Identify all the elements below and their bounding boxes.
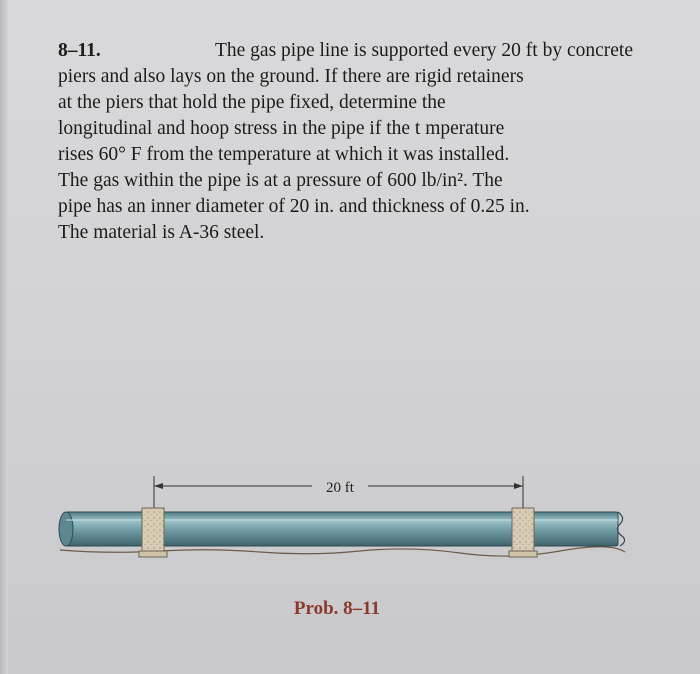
problem-text-line-2: piers and also lays on the ground. If there are rigid retainers (58, 66, 524, 87)
problem-text-line-1: The gas pipe line is supported every 20 ft by concrete (214, 40, 633, 61)
problem-line (58, 116, 633, 142)
problem-line (58, 90, 633, 116)
concrete-pier-right (509, 508, 537, 557)
problem-text-line-4: longitudinal and hoop stress in the pipe if the t mperature (58, 118, 505, 139)
figure-caption: Prob. 8–11 (293, 598, 381, 619)
problem-line (58, 168, 633, 194)
problem-text-line-3: at the piers that hold the pipe fixed, determine the (58, 92, 446, 113)
problem-line (58, 220, 633, 246)
pipe-diagram (50, 468, 650, 588)
problem-line (58, 38, 633, 64)
problem-text-line-8: The material is A-36 steel. (58, 222, 265, 243)
problem-statement (58, 38, 633, 246)
problem-line (58, 64, 633, 90)
problem-text-line-7: pipe has an inner diameter of 20 in. and thickness of 0.25 in. (58, 196, 530, 217)
problem-number: 8–11. (58, 40, 101, 61)
problem-line (58, 142, 633, 168)
dimension-label: 20 ft (326, 480, 354, 496)
concrete-pier-left (139, 508, 167, 557)
problem-line (58, 194, 633, 220)
problem-text-line-6: The gas within the pipe is at a pressure of 600 lb/in². The (58, 170, 503, 191)
page-left-edge (0, 0, 8, 674)
problem-text-line-5: rises 60° F from the temperature at which it was installed. (58, 144, 510, 165)
